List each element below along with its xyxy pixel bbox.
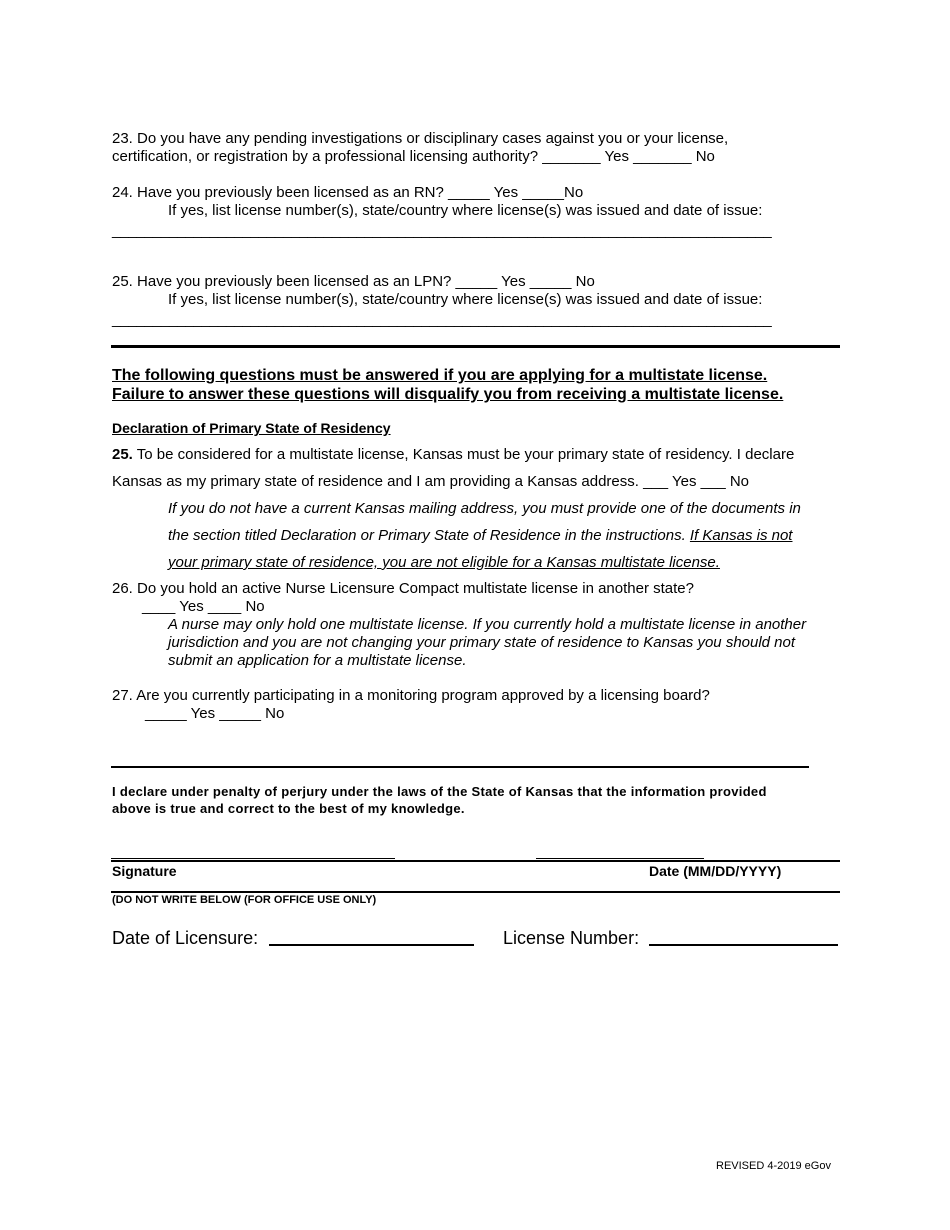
date-of-licensure-label: Date of Licensure: — [112, 928, 259, 948]
q26-note1: A nurse may only hold one multistate license. If you currently hold a multistate license in another — [168, 616, 807, 633]
section-divider — [111, 345, 840, 348]
q25-residency-note2-text: the section titled Declaration or Primary State of Residence in the instructions. — [168, 527, 690, 544]
q25-residency-line1 — [112, 446, 794, 463]
office-use-note: (DO NOT WRITE BELOW (FOR OFFICE USE ONLY) — [112, 894, 377, 906]
q25-lpn-line1: 25. Have you previously been licensed as an LPN? _____ Yes _____ No — [112, 273, 595, 290]
q26-note3: submit an application for a multistate license. — [168, 652, 467, 669]
q25-residency-line2: Kansas as my primary state of residence and I am providing a Kansas address. ___ Yes ___ No — [112, 473, 750, 490]
license-number-field[interactable] — [649, 944, 838, 946]
q24-line1: 24. Have you previously been licensed as an RN? _____ Yes _____No — [112, 184, 584, 201]
date-of-licensure-field[interactable] — [269, 944, 474, 946]
q25-lpn-answer-blank[interactable]: _________________________________________________________________________________ — [112, 311, 772, 328]
q25-residency-note1: If you do not have a current Kansas mailing address, you must provide one of the documents in — [168, 500, 801, 517]
signature-rule-bottom — [111, 891, 840, 893]
q24-line2: If yes, list license number(s), state/country where license(s) was issued and date of issue: — [168, 202, 763, 219]
q25-residency-note2-underlined: If Kansas is not — [689, 527, 793, 544]
signature-blank-line[interactable] — [111, 858, 395, 859]
declaration-divider — [111, 766, 809, 768]
signature-label: Signature — [112, 863, 177, 879]
q27-line1: 27. Are you currently participating in a monitoring program approved by a licensing board? — [112, 687, 710, 704]
revision-footer: REVISED 4-2019 eGov — [716, 1160, 831, 1172]
q23-line2: certification, or registration by a professional licensing authority? _______ Yes _______ No — [112, 148, 715, 165]
q25-residency-number: 25. — [112, 446, 133, 463]
date-blank-line[interactable] — [536, 858, 704, 859]
q25-lpn-line2: If yes, list license number(s), state/country where license(s) was issued and date of issue: — [168, 291, 763, 308]
multistate-heading-line1: The following questions must be answered if you are applying for a multistate license. — [112, 367, 768, 384]
q23-line1: 23. Do you have any pending investigations or disciplinary cases against you or your license, — [112, 130, 729, 147]
declaration-line1: I declare under penalty of perjury under the laws of the State of Kansas that the information provided — [112, 784, 767, 799]
q25-residency-note2 — [168, 527, 792, 544]
q26-note2: jurisdiction and you are not changing your primary state of residence to Kansas you should not — [168, 634, 796, 651]
q24-answer-blank[interactable]: _________________________________________________________________________________ — [112, 222, 772, 239]
multistate-heading-line2: Failure to answer these questions will disqualify you from receiving a multistate license. — [112, 386, 784, 403]
license-number-label: License Number: — [503, 928, 640, 948]
q27-yes-no[interactable]: _____ Yes _____ No — [145, 705, 285, 722]
declaration-line2: above is true and correct to the best of my knowledge. — [112, 801, 465, 816]
signature-rule-top — [111, 860, 840, 862]
q26-line1: 26. Do you hold an active Nurse Licensure Compact multistate license in another state? — [112, 580, 694, 597]
q25-residency-text: To be considered for a multistate license, Kansas must be your primary state of residency. I declare — [136, 446, 795, 463]
date-label: Date (MM/DD/YYYY) — [649, 863, 782, 879]
residency-subheading: Declaration of Primary State of Residency — [112, 420, 391, 436]
q25-residency-note3: your primary state of residence, you are not eligible for a Kansas multistate license. — [168, 554, 720, 571]
q26-yes-no[interactable]: ____ Yes ____ No — [142, 598, 265, 615]
